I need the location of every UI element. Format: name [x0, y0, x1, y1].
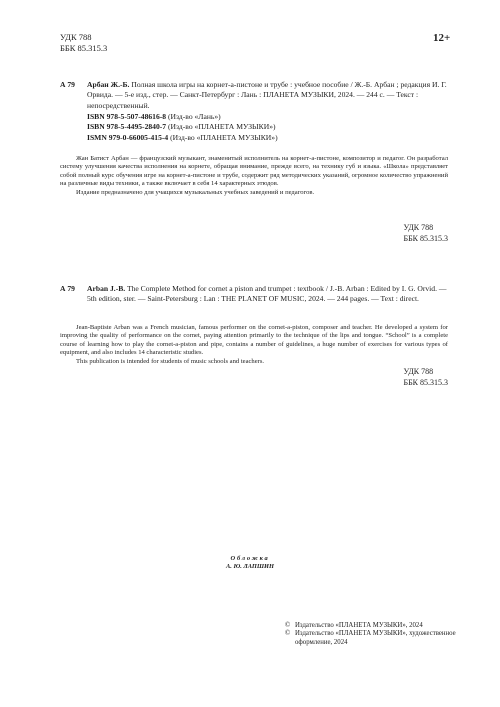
copyright-line: [285, 622, 475, 630]
age-rating: 12+: [433, 32, 451, 44]
isbn-line: [87, 133, 278, 143]
isbn-number: ISBN 978-5-507-48616-8: [87, 112, 167, 121]
ru-bbk: ББК 85.315.3: [403, 234, 448, 243]
en-author-code: А 79: [60, 284, 75, 293]
copyright-text: Издательство «ПЛАНЕТА МУЗЫКИ», 2024: [295, 622, 423, 629]
cover-credit: [0, 555, 500, 572]
ru-annotation: [60, 155, 448, 197]
en-annotation: [60, 324, 448, 366]
ru-author: Арбан Ж.-Б.: [87, 80, 130, 89]
en-bbk: ББК 85.315.3: [403, 378, 448, 387]
isbn-publisher: (Изд-во «Лань»): [168, 112, 221, 121]
ru-description: Полная школа игры на корнет-а-пистоне и трубе : учебное пособие / Ж.-Б. Арбан ; редакция И. Г. Орвида. — 5-е изд., стер. — Санкт-Петербург : Лань : ПЛАНЕТА МУЗЫКИ, 2024. — 244 с. — Текст : непосредственный.: [87, 80, 447, 110]
header-classification: [60, 32, 107, 54]
isbn-number: ISMN 979-0-66005-415-4: [87, 132, 169, 142]
ru-isbn-list: [87, 112, 278, 143]
header-bbk: ББК 85.315.3: [60, 43, 108, 53]
copyright-symbol: ©: [285, 630, 291, 638]
cover-credit-name: А. Ю. ЛАПШИН: [226, 563, 274, 571]
en-author: Arban J.-B.: [87, 284, 126, 293]
isbn-number: ISBN 978-5-4495-2840-7: [87, 122, 167, 132]
en-bibliographic-entry: [60, 284, 448, 305]
ru-udk: УДК 788: [403, 223, 434, 232]
en-annotation-paragraph: Jean-Baptiste Arban was a French musician, famous performer on the cornet-a-piston, composer and teacher. He developed a system for improving the quality of performance on the cornet, paying attention primarily to the technique of the lips and tongue. “School” is a complete course of learning how to play the cornet-a-piston and pipe, contains a number of guidelines, a huge number of exercises for various types of equipment, and also includes 14 characteristic studies.: [60, 324, 448, 357]
isbn-publisher: (Изд-во «ПЛАНЕТА МУЗЫКИ»): [168, 122, 276, 132]
copyright-symbol: ©: [285, 622, 291, 629]
copyright-line: [285, 630, 475, 647]
ru-classification: [403, 222, 448, 244]
copyright-block: [285, 622, 475, 647]
en-annotation-paragraph: This publication is intended for students of music schools and teachers.: [76, 357, 265, 365]
en-classification: [403, 366, 448, 388]
isbn-line: [87, 122, 278, 132]
en-udk: УДК 788: [403, 367, 434, 376]
header-udk: УДК 788: [60, 32, 92, 42]
ru-annotation-paragraph: Жан Батист Арбан — французский музыкант, знаменитый исполнитель на корнет-а-пистоне, композитор и педагог. Он разработал систему улучшения качества исполнения на корнете, обращая внимание, прежде всего, на технику губ и языка. «Школа» представляет собой полный курс обучения игре на корнет-а-пистоне и трубе, содержит ряд методических указаний, огромное количество упражнений на различные виды техники, а также включает в себя 14 характерных этюдов.: [60, 155, 448, 188]
cover-credit-label: Обложка: [230, 555, 270, 562]
ru-author-code: А 79: [60, 80, 75, 89]
ru-bibliographic-entry: [60, 80, 448, 111]
ru-annotation-paragraph: Издание предназначено для учащихся музыкальных учебных заведений и педагогов.: [76, 188, 315, 196]
copyright-text: Издательство «ПЛАНЕТА МУЗЫКИ», художественное оформление, 2024: [295, 630, 456, 646]
isbn-publisher: (Изд-во «ПЛАНЕТА МУЗЫКИ»): [170, 132, 278, 142]
isbn-line: [87, 112, 278, 122]
en-description: The Complete Method for cornet a piston and trumpet : textbook / J.-B. Arban : Edited by I. G. Orvid. — 5th edition, ster. — Saint-Petersburg : Lan : THE PLANET OF MUSIC, 2024. — 244 pages. — Text : direct.: [87, 284, 447, 304]
